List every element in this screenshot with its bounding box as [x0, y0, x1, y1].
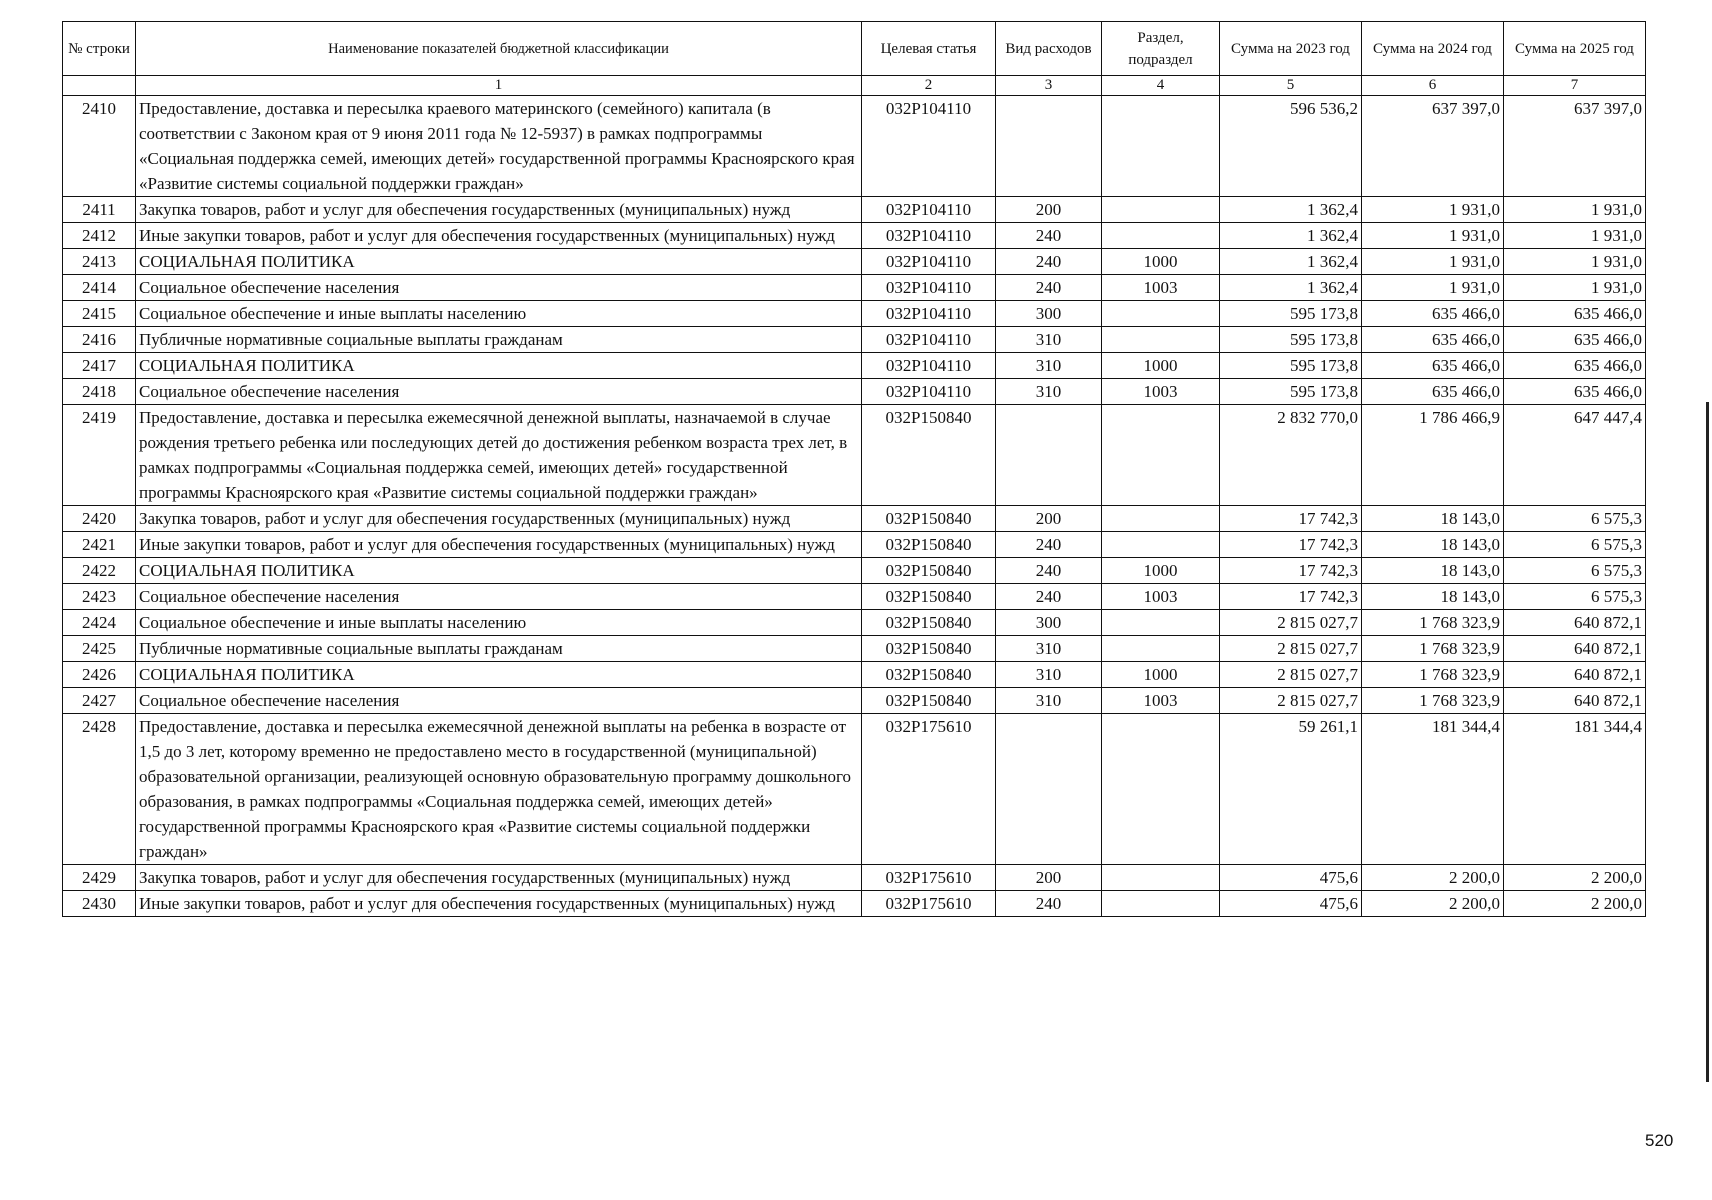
sum-2024-cell: 181 344,4	[1362, 714, 1504, 865]
section-cell	[1102, 532, 1220, 558]
expense-type-cell: 300	[996, 301, 1102, 327]
target-article-cell: 032P150840	[862, 558, 996, 584]
row-number-cell: 2419	[63, 405, 136, 506]
expense-type-cell: 310	[996, 353, 1102, 379]
sum-2023-cell: 17 742,3	[1220, 532, 1362, 558]
column-number: 5	[1220, 76, 1362, 96]
table-row	[63, 891, 1646, 917]
sum-2024-cell: 1 768 323,9	[1362, 636, 1504, 662]
row-number-cell: 2414	[63, 275, 136, 301]
expense-type-cell: 200	[996, 197, 1102, 223]
expense-type-cell	[996, 714, 1102, 865]
target-article-cell: 032P104110	[862, 249, 996, 275]
indicator-name-cell: СОЦИАЛЬНАЯ ПОЛИТИКА	[136, 662, 862, 688]
target-article-cell: 032P104110	[862, 379, 996, 405]
sum-2025-cell: 635 466,0	[1504, 379, 1646, 405]
sum-2023-cell: 595 173,8	[1220, 301, 1362, 327]
table-row	[63, 353, 1646, 379]
sum-2023-cell: 2 815 027,7	[1220, 636, 1362, 662]
target-article-cell: 032P150840	[862, 636, 996, 662]
indicator-name-cell: Предоставление, доставка и пересылка краевого материнского (семейного) капитала (в соответствии с Законом края от 9 июня 2011 года № 12-5937) в рамках подпрограммы «Социальная поддержка семей, имеющих детей» государственной программы Красноярского края «Развитие системы социальной поддержки граждан»	[136, 96, 862, 197]
row-number-cell: 2418	[63, 379, 136, 405]
expense-type-cell: 310	[996, 379, 1102, 405]
table-row	[63, 636, 1646, 662]
table-row	[63, 96, 1646, 197]
sum-2024-cell: 18 143,0	[1362, 584, 1504, 610]
table-row	[63, 610, 1646, 636]
sum-2024-cell: 18 143,0	[1362, 532, 1504, 558]
section-cell	[1102, 610, 1220, 636]
sum-2023-cell: 2 815 027,7	[1220, 610, 1362, 636]
target-article-cell: 032P104110	[862, 223, 996, 249]
column-number: 7	[1504, 76, 1646, 96]
section-cell	[1102, 327, 1220, 353]
header-sum-2023: Сумма на 2023 год	[1220, 22, 1362, 76]
sum-2023-cell: 17 742,3	[1220, 558, 1362, 584]
section-cell: 1003	[1102, 379, 1220, 405]
section-cell: 1003	[1102, 275, 1220, 301]
expense-type-cell: 240	[996, 584, 1102, 610]
indicator-name-cell: Закупка товаров, работ и услуг для обеспечения государственных (муниципальных) нужд	[136, 197, 862, 223]
page-number: 520	[1645, 1131, 1674, 1150]
table-row	[63, 197, 1646, 223]
indicator-name-cell: Социальное обеспечение и иные выплаты населению	[136, 301, 862, 327]
section-cell: 1000	[1102, 558, 1220, 584]
column-number: 2	[862, 76, 996, 96]
column-number: 1	[136, 76, 862, 96]
indicator-name-cell: Социальное обеспечение населения	[136, 688, 862, 714]
sum-2025-cell: 181 344,4	[1504, 714, 1646, 865]
row-number-cell: 2410	[63, 96, 136, 197]
column-number: 6	[1362, 76, 1504, 96]
sum-2025-cell: 640 872,1	[1504, 688, 1646, 714]
section-cell: 1000	[1102, 662, 1220, 688]
row-number-cell: 2417	[63, 353, 136, 379]
row-number-cell: 2415	[63, 301, 136, 327]
row-number-cell: 2426	[63, 662, 136, 688]
indicator-name-cell: СОЦИАЛЬНАЯ ПОЛИТИКА	[136, 353, 862, 379]
table-row	[63, 558, 1646, 584]
indicator-name-cell: СОЦИАЛЬНАЯ ПОЛИТИКА	[136, 249, 862, 275]
sum-2025-cell: 1 931,0	[1504, 275, 1646, 301]
indicator-name-cell: Закупка товаров, работ и услуг для обеспечения государственных (муниципальных) нужд	[136, 865, 862, 891]
row-number-cell: 2416	[63, 327, 136, 353]
target-article-cell: 032P150840	[862, 610, 996, 636]
table-row	[63, 223, 1646, 249]
row-number-cell: 2421	[63, 532, 136, 558]
sum-2023-cell: 595 173,8	[1220, 353, 1362, 379]
sum-2024-cell: 1 786 466,9	[1362, 405, 1504, 506]
sum-2023-cell: 595 173,8	[1220, 327, 1362, 353]
target-article-cell: 032P175610	[862, 865, 996, 891]
column-number	[63, 76, 136, 96]
sum-2024-cell: 18 143,0	[1362, 506, 1504, 532]
target-article-cell: 032P104110	[862, 353, 996, 379]
indicator-name-cell: Публичные нормативные социальные выплаты гражданам	[136, 636, 862, 662]
indicator-name-cell: СОЦИАЛЬНАЯ ПОЛИТИКА	[136, 558, 862, 584]
target-article-cell: 032P150840	[862, 506, 996, 532]
sum-2025-cell: 1 931,0	[1504, 197, 1646, 223]
expense-type-cell: 310	[996, 662, 1102, 688]
sum-2025-cell: 640 872,1	[1504, 636, 1646, 662]
row-number-cell: 2412	[63, 223, 136, 249]
sum-2024-cell: 635 466,0	[1362, 353, 1504, 379]
sum-2023-cell: 475,6	[1220, 865, 1362, 891]
section-cell	[1102, 506, 1220, 532]
header-section: Раздел, подраздел	[1102, 22, 1220, 76]
table-row	[63, 249, 1646, 275]
sum-2023-cell: 475,6	[1220, 891, 1362, 917]
header-sum-2024: Сумма на 2024 год	[1362, 22, 1504, 76]
sum-2024-cell: 635 466,0	[1362, 327, 1504, 353]
header-expense-type: Вид расходов	[996, 22, 1102, 76]
sum-2024-cell: 18 143,0	[1362, 558, 1504, 584]
target-article-cell: 032P104110	[862, 327, 996, 353]
indicator-name-cell: Социальное обеспечение населения	[136, 379, 862, 405]
row-number-cell: 2430	[63, 891, 136, 917]
expense-type-cell: 310	[996, 636, 1102, 662]
header-row	[63, 22, 1646, 76]
expense-type-cell: 240	[996, 249, 1102, 275]
sum-2025-cell: 2 200,0	[1504, 891, 1646, 917]
indicator-name-cell: Предоставление, доставка и пересылка ежемесячной денежной выплаты на ребенка в возрасте от 1,5 до 3 лет, которому временно не предоставлено место в государственной (муниципальной) образовательной организации, реализующей основную образовательную программу дошкольного образования, в рамках подпрограммы «Социальная поддержка семей, имеющих детей» государственной программы Красноярского края «Развитие системы социальной поддержки граждан»	[136, 714, 862, 865]
sum-2023-cell: 1 362,4	[1220, 223, 1362, 249]
expense-type-cell: 200	[996, 506, 1102, 532]
sum-2025-cell: 1 931,0	[1504, 223, 1646, 249]
sum-2025-cell: 647 447,4	[1504, 405, 1646, 506]
target-article-cell: 032P104110	[862, 275, 996, 301]
target-article-cell: 032P104110	[862, 197, 996, 223]
table-row	[63, 688, 1646, 714]
sum-2024-cell: 637 397,0	[1362, 96, 1504, 197]
target-article-cell: 032P104110	[862, 96, 996, 197]
sum-2025-cell: 640 872,1	[1504, 610, 1646, 636]
section-cell: 1003	[1102, 584, 1220, 610]
target-article-cell: 032P175610	[862, 714, 996, 865]
sum-2023-cell: 1 362,4	[1220, 197, 1362, 223]
sum-2024-cell: 635 466,0	[1362, 379, 1504, 405]
scan-edge-mark	[1706, 402, 1709, 1082]
target-article-cell: 032P150840	[862, 662, 996, 688]
budget-classification-table	[62, 21, 1646, 917]
row-number-cell: 2422	[63, 558, 136, 584]
expense-type-cell: 240	[996, 275, 1102, 301]
sum-2025-cell: 640 872,1	[1504, 662, 1646, 688]
indicator-name-cell: Закупка товаров, работ и услуг для обеспечения государственных (муниципальных) нужд	[136, 506, 862, 532]
table-row	[63, 584, 1646, 610]
target-article-cell: 032P175610	[862, 891, 996, 917]
header-name: Наименование показателей бюджетной классификации	[136, 22, 862, 76]
target-article-cell: 032P150840	[862, 688, 996, 714]
section-cell	[1102, 96, 1220, 197]
header-sum-2025: Сумма на 2025 год	[1504, 22, 1646, 76]
sum-2024-cell: 2 200,0	[1362, 891, 1504, 917]
sum-2025-cell: 2 200,0	[1504, 865, 1646, 891]
sum-2024-cell: 1 931,0	[1362, 249, 1504, 275]
sum-2024-cell: 1 768 323,9	[1362, 662, 1504, 688]
table-row	[63, 379, 1646, 405]
section-cell: 1003	[1102, 688, 1220, 714]
sum-2024-cell: 635 466,0	[1362, 301, 1504, 327]
sum-2024-cell: 1 931,0	[1362, 223, 1504, 249]
row-number-cell: 2424	[63, 610, 136, 636]
expense-type-cell: 240	[996, 223, 1102, 249]
target-article-cell: 032P104110	[862, 301, 996, 327]
sum-2025-cell: 637 397,0	[1504, 96, 1646, 197]
section-cell	[1102, 891, 1220, 917]
sum-2025-cell: 635 466,0	[1504, 301, 1646, 327]
indicator-name-cell: Социальное обеспечение населения	[136, 275, 862, 301]
section-cell	[1102, 197, 1220, 223]
indicator-name-cell: Иные закупки товаров, работ и услуг для обеспечения государственных (муниципальных) нужд	[136, 223, 862, 249]
sum-2025-cell: 6 575,3	[1504, 558, 1646, 584]
sum-2023-cell: 596 536,2	[1220, 96, 1362, 197]
table-row	[63, 275, 1646, 301]
indicator-name-cell: Публичные нормативные социальные выплаты гражданам	[136, 327, 862, 353]
sum-2024-cell: 1 931,0	[1362, 197, 1504, 223]
sum-2025-cell: 6 575,3	[1504, 532, 1646, 558]
header-target-article: Целевая статья	[862, 22, 996, 76]
section-cell	[1102, 636, 1220, 662]
sum-2023-cell: 2 815 027,7	[1220, 688, 1362, 714]
indicator-name-cell: Социальное обеспечение и иные выплаты населению	[136, 610, 862, 636]
expense-type-cell: 300	[996, 610, 1102, 636]
indicator-name-cell: Иные закупки товаров, работ и услуг для обеспечения государственных (муниципальных) нужд	[136, 532, 862, 558]
row-number-cell: 2425	[63, 636, 136, 662]
column-number: 3	[996, 76, 1102, 96]
section-cell	[1102, 865, 1220, 891]
row-number-cell: 2429	[63, 865, 136, 891]
section-cell	[1102, 714, 1220, 865]
expense-type-cell: 240	[996, 558, 1102, 584]
indicator-name-cell: Предоставление, доставка и пересылка ежемесячной денежной выплаты, назначаемой в случае рождения третьего ребенка или последующих детей до достижения ребенком возраста трех лет, в рамках подпрограммы «Социальная поддержка семей, имеющих детей» государственной программы Красноярского края «Развитие системы социальной поддержки граждан»	[136, 405, 862, 506]
sum-2023-cell: 1 362,4	[1220, 275, 1362, 301]
sum-2025-cell: 635 466,0	[1504, 327, 1646, 353]
target-article-cell: 032P150840	[862, 584, 996, 610]
expense-type-cell: 200	[996, 865, 1102, 891]
row-number-cell: 2423	[63, 584, 136, 610]
row-number-cell: 2428	[63, 714, 136, 865]
sum-2024-cell: 2 200,0	[1362, 865, 1504, 891]
sum-2024-cell: 1 768 323,9	[1362, 688, 1504, 714]
sum-2024-cell: 1 931,0	[1362, 275, 1504, 301]
sum-2023-cell: 59 261,1	[1220, 714, 1362, 865]
indicator-name-cell: Социальное обеспечение населения	[136, 584, 862, 610]
section-cell	[1102, 301, 1220, 327]
expense-type-cell	[996, 96, 1102, 197]
sum-2024-cell: 1 768 323,9	[1362, 610, 1504, 636]
table-row	[63, 714, 1646, 865]
expense-type-cell: 240	[996, 891, 1102, 917]
table-row	[63, 327, 1646, 353]
sum-2025-cell: 6 575,3	[1504, 506, 1646, 532]
target-article-cell: 032P150840	[862, 405, 996, 506]
expense-type-cell: 310	[996, 327, 1102, 353]
row-number-cell: 2413	[63, 249, 136, 275]
section-cell	[1102, 223, 1220, 249]
table-row	[63, 662, 1646, 688]
sum-2023-cell: 17 742,3	[1220, 584, 1362, 610]
target-article-cell: 032P150840	[862, 532, 996, 558]
table-row	[63, 532, 1646, 558]
section-cell	[1102, 405, 1220, 506]
sum-2023-cell: 17 742,3	[1220, 506, 1362, 532]
sum-2023-cell: 1 362,4	[1220, 249, 1362, 275]
section-cell: 1000	[1102, 249, 1220, 275]
row-number-cell: 2411	[63, 197, 136, 223]
indicator-name-cell: Иные закупки товаров, работ и услуг для обеспечения государственных (муниципальных) нужд	[136, 891, 862, 917]
expense-type-cell	[996, 405, 1102, 506]
table-row	[63, 405, 1646, 506]
expense-type-cell: 310	[996, 688, 1102, 714]
column-number: 4	[1102, 76, 1220, 96]
sum-2025-cell: 635 466,0	[1504, 353, 1646, 379]
expense-type-cell: 240	[996, 532, 1102, 558]
sum-2023-cell: 595 173,8	[1220, 379, 1362, 405]
table-row	[63, 301, 1646, 327]
table-row	[63, 865, 1646, 891]
sum-2025-cell: 1 931,0	[1504, 249, 1646, 275]
row-number-cell: 2427	[63, 688, 136, 714]
header-row-no: № строки	[63, 22, 136, 76]
row-number-cell: 2420	[63, 506, 136, 532]
sum-2023-cell: 2 832 770,0	[1220, 405, 1362, 506]
table-row	[63, 506, 1646, 532]
sum-2025-cell: 6 575,3	[1504, 584, 1646, 610]
column-number-row	[63, 76, 1646, 96]
section-cell: 1000	[1102, 353, 1220, 379]
sum-2023-cell: 2 815 027,7	[1220, 662, 1362, 688]
